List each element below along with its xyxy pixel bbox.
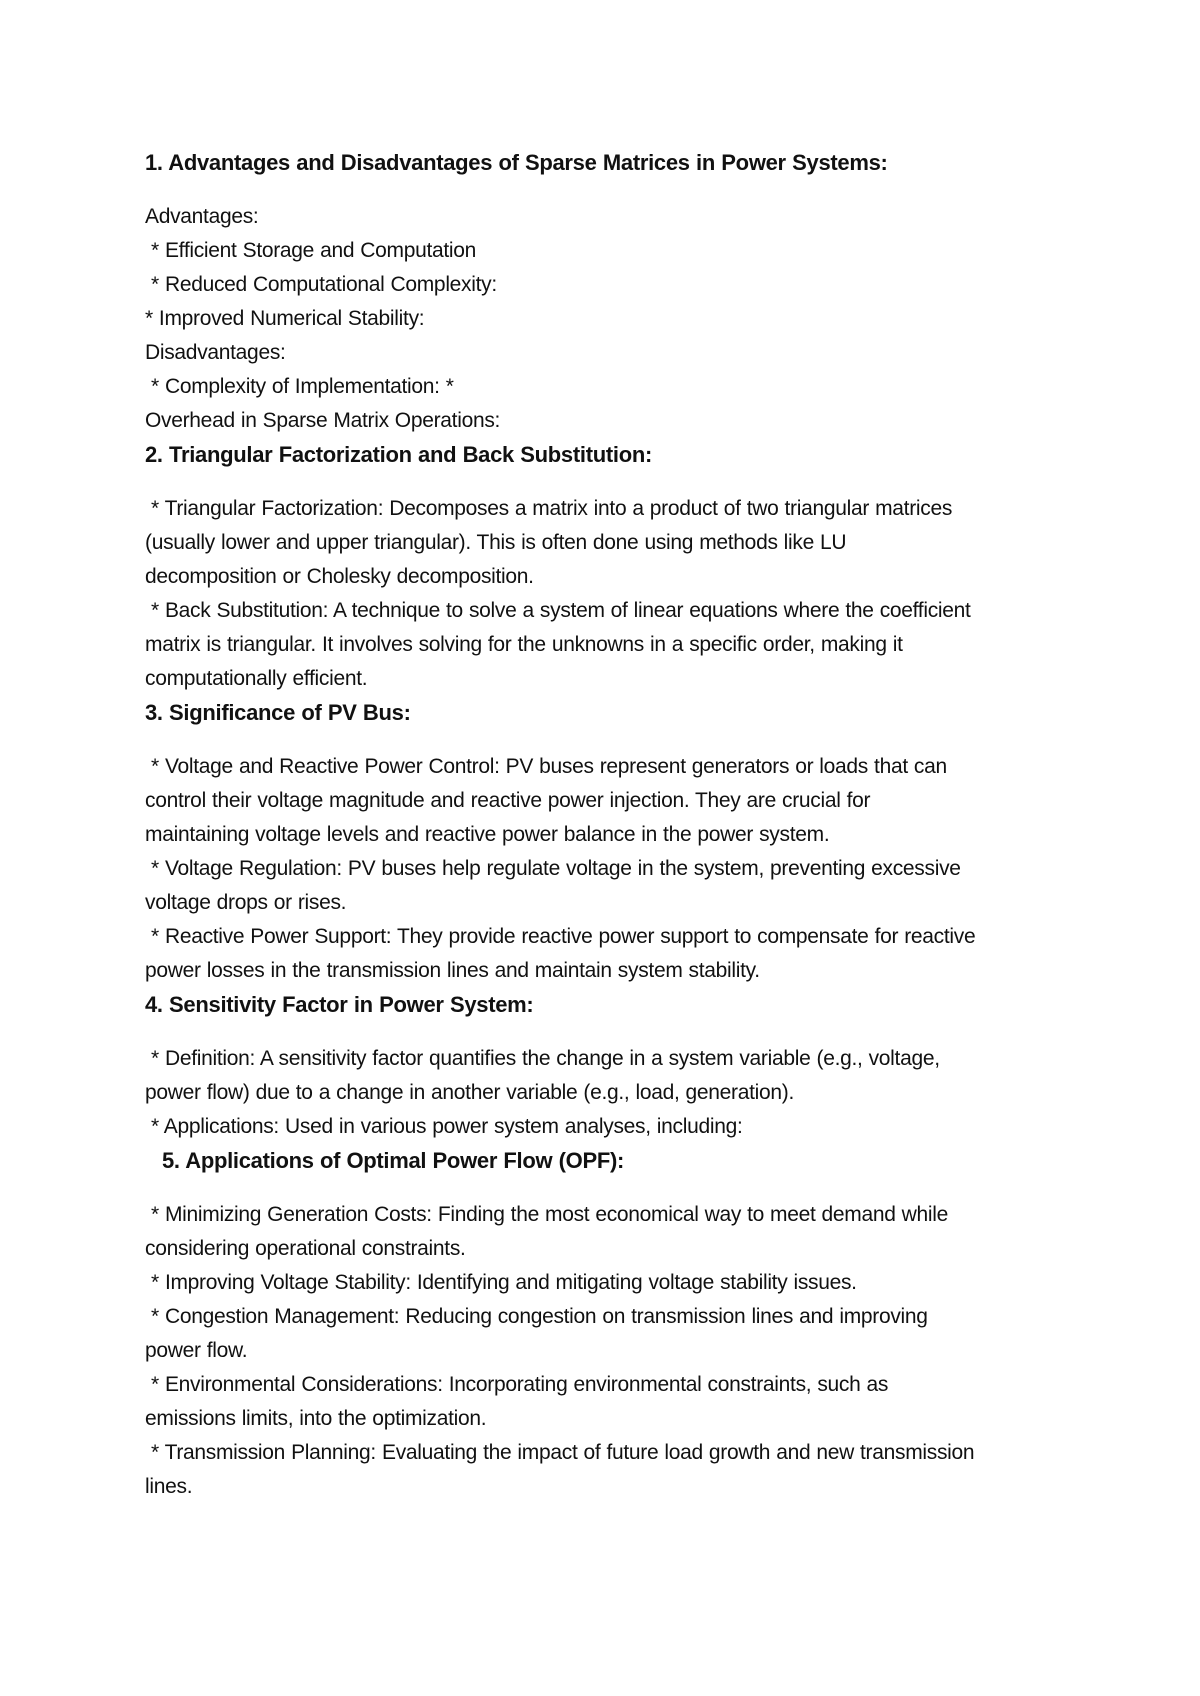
section-1-line: * Improved Numerical Stability:	[145, 307, 425, 330]
section-3-heading: 3. Significance of PV Bus:	[145, 700, 411, 725]
section-3-line: power losses in the transmission lines and maintain system stability.	[145, 959, 760, 982]
section-5-heading: 5. Applications of Optimal Power Flow (OPF):	[162, 1148, 625, 1173]
section-2-line: computationally efficient.	[145, 667, 368, 690]
section-4-line: * Applications: Used in various power system analyses, including:	[145, 1115, 743, 1138]
section-2-line: * Back Substitution: A technique to solve a system of linear equations where the coefficient	[145, 599, 971, 622]
section-1-line: Advantages:	[145, 205, 259, 228]
section-3-line: * Voltage Regulation: PV buses help regulate voltage in the system, preventing excessive	[145, 857, 961, 880]
section-3-line: * Reactive Power Support: They provide reactive power support to compensate for reactive	[145, 925, 976, 948]
section-5-line: * Transmission Planning: Evaluating the impact of future load growth and new transmission	[145, 1441, 975, 1464]
section-3-line: control their voltage magnitude and reactive power injection. They are crucial for	[145, 789, 871, 812]
section-1-line: * Efficient Storage and Computation	[145, 239, 477, 262]
section-5-line: lines.	[145, 1475, 193, 1498]
section-2-line: matrix is triangular. It involves solving for the unknowns in a specific order, making it	[145, 633, 903, 656]
section-1-line: * Complexity of Implementation: *	[145, 375, 454, 398]
section-5-line: * Minimizing Generation Costs: Finding the most economical way to meet demand while	[145, 1203, 949, 1226]
section-2-line: decomposition or Cholesky decomposition.	[145, 565, 534, 588]
section-1-line: Overhead in Sparse Matrix Operations:	[145, 409, 501, 432]
section-3-line: voltage drops or rises.	[145, 891, 347, 914]
section-5-line: * Congestion Management: Reducing congestion on transmission lines and improving	[145, 1305, 928, 1328]
section-4-line: * Definition: A sensitivity factor quantifies the change in a system variable (e.g., voltage,	[145, 1047, 940, 1070]
section-3-line: maintaining voltage levels and reactive power balance in the power system.	[145, 823, 830, 846]
section-2-heading: 2. Triangular Factorization and Back Substitution:	[145, 442, 653, 467]
section-3-line: * Voltage and Reactive Power Control: PV buses represent generators or loads that can	[145, 755, 947, 778]
section-5-line: * Environmental Considerations: Incorporating environmental constraints, such as	[145, 1373, 889, 1396]
section-4-heading: 4. Sensitivity Factor in Power System:	[145, 992, 534, 1017]
section-4-line: power flow) due to a change in another variable (e.g., load, generation).	[145, 1081, 795, 1104]
section-2-line: * Triangular Factorization: Decomposes a matrix into a product of two triangular matrices	[145, 497, 953, 520]
section-5-line: emissions limits, into the optimization.	[145, 1407, 487, 1430]
section-1-heading: 1. Advantages and Disadvantages of Sparse Matrices in Power Systems:	[145, 150, 888, 175]
section-5-line: * Improving Voltage Stability: Identifying and mitigating voltage stability issues.	[145, 1271, 857, 1294]
section-5-line: power flow.	[145, 1339, 248, 1362]
section-1-line: Disadvantages:	[145, 341, 286, 364]
section-5-line: considering operational constraints.	[145, 1237, 466, 1260]
section-2-line: (usually lower and upper triangular). This is often done using methods like LU	[145, 531, 847, 554]
document-body	[145, 146, 1075, 1504]
section-1-line: * Reduced Computational Complexity:	[145, 273, 497, 296]
